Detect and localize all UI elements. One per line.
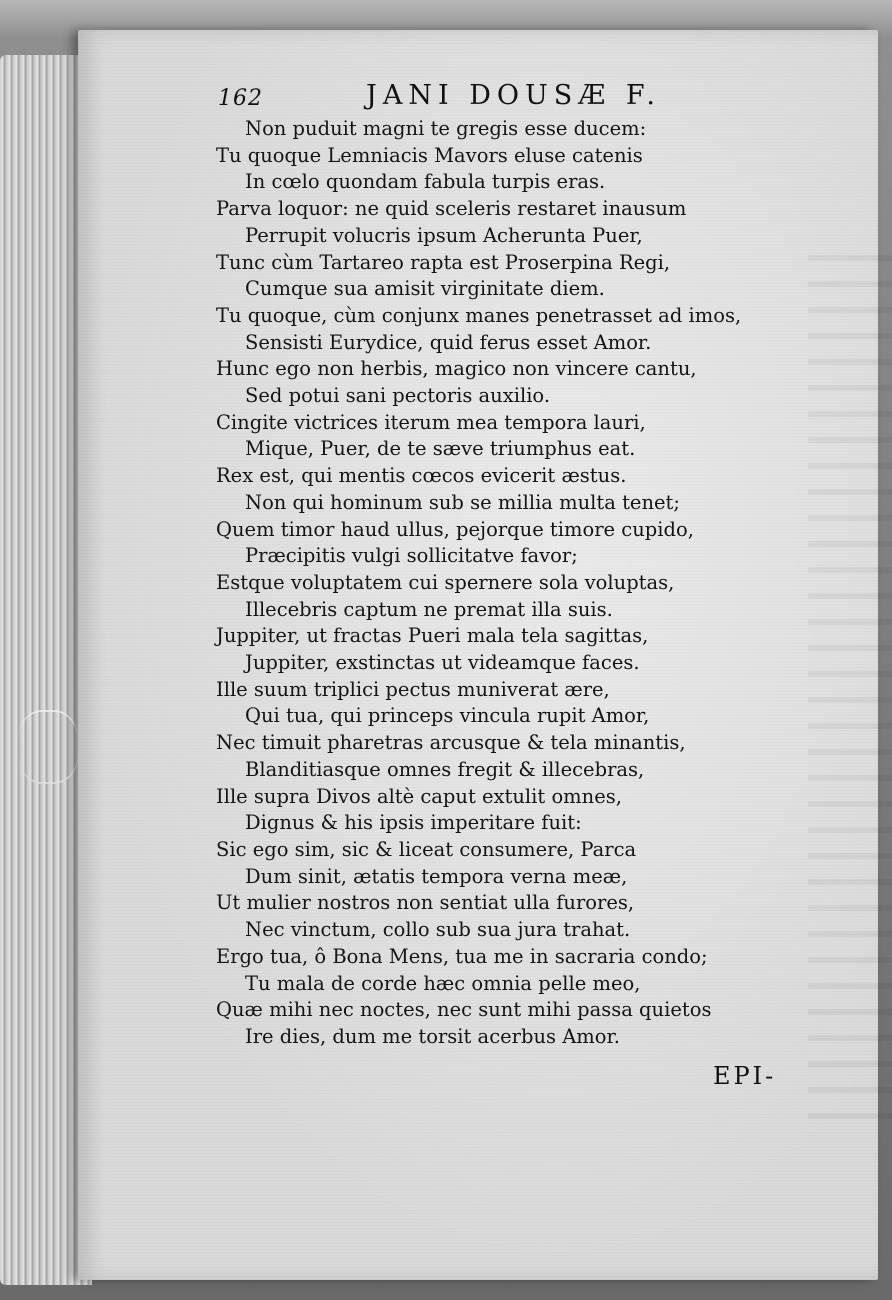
verse-line: Quæ mihi nec noctes, nec sunt mihi passa quietos [216, 998, 712, 1022]
binding-thread [18, 710, 78, 784]
catchword: EPI- [713, 1062, 777, 1090]
verse-line: Quem timor haud ullus, pejorque timore cupido, [216, 517, 694, 541]
verse-line: Sed potui sani pectoris auxilio. [245, 384, 551, 408]
verse-line: Ille suum triplici pectus muniverat ære, [216, 677, 610, 701]
verse-line: Præcipitis vulgi sollicitatve favor; [245, 544, 578, 568]
page-number: 162 [218, 86, 263, 111]
verse-line: Mique, Puer, de te sæve triumphus eat. [245, 437, 636, 461]
verse-line: Qui tua, qui princeps vincula rupit Amor, [245, 704, 650, 728]
verse-line: Non qui hominum sub se millia multa tenet; [245, 490, 680, 514]
verse-line: Juppiter, ut fractas Pueri mala tela sagittas, [216, 624, 649, 648]
verse-line: Ergo tua, ô Bona Mens, tua me in sacraria condo; [216, 944, 708, 968]
verse-line: Rex est, qui mentis cœcos evicerit æstus. [216, 464, 627, 488]
verse-line: Blanditiasque omnes fregit & illecebras, [245, 757, 645, 781]
verse-line: Dignus & his ipsis imperitare fuit: [245, 811, 582, 835]
verse-line: Tu mala de corde hæc omnia pelle meo, [245, 971, 641, 995]
verse-line: Ille supra Divos altè caput extulit omnes, [216, 784, 622, 808]
verse-line: Nec timuit pharetras arcusque & tela minantis, [216, 731, 686, 755]
verse-line: Juppiter, exstinctas ut videamque faces. [245, 651, 640, 675]
verse-line: Ut mulier nostros non sentiat ulla furores, [216, 891, 635, 915]
verse-line: Parva loquor: ne quid sceleris restaret inausum [216, 197, 687, 221]
verse-line: Sic ego sim, sic & liceat consumere, Parca [216, 837, 637, 861]
verse-line: In cœlo quondam fabula turpis eras. [245, 170, 606, 194]
verse-line: Tunc cùm Tartareo rapta est Proserpina Regi, [216, 250, 671, 274]
verse-line: Ire dies, dum me torsit acerbus Amor. [245, 1024, 620, 1048]
verse-line: Dum sinit, ætatis tempora verna meæ, [245, 864, 628, 888]
verse-line: Non puduit magni te gregis esse ducem: [245, 117, 647, 140]
verse-line: Cumque sua amisit virginitate diem. [245, 277, 605, 301]
running-head: JANI DOUSÆ F. [366, 80, 661, 111]
page-header [218, 78, 708, 118]
verse-line: Illecebris captum ne premat illa suis. [245, 597, 613, 621]
verse-line: Cingite victrices iterum mea tempora lauri, [216, 410, 646, 434]
show-through-texture [808, 235, 892, 1135]
poem-text [216, 116, 816, 1051]
verse-line: Tu quoque Lemniacis Mavors eluse catenis [216, 143, 643, 167]
verse-line: Nec vinctum, collo sub sua jura trahat. [245, 918, 631, 942]
verse-line: Sensisti Eurydice, quid ferus esset Amor. [245, 330, 652, 354]
verse-line: Tu quoque, cùm conjunx manes penetrasset ad imos, [216, 303, 742, 327]
verse-line: Estque voluptatem cui spernere sola voluptas, [216, 570, 675, 594]
verse-line: Perrupit volucris ipsum Acherunta Puer, [245, 223, 643, 247]
verse-line: Hunc ego non herbis, magico non vincere cantu, [216, 357, 697, 381]
